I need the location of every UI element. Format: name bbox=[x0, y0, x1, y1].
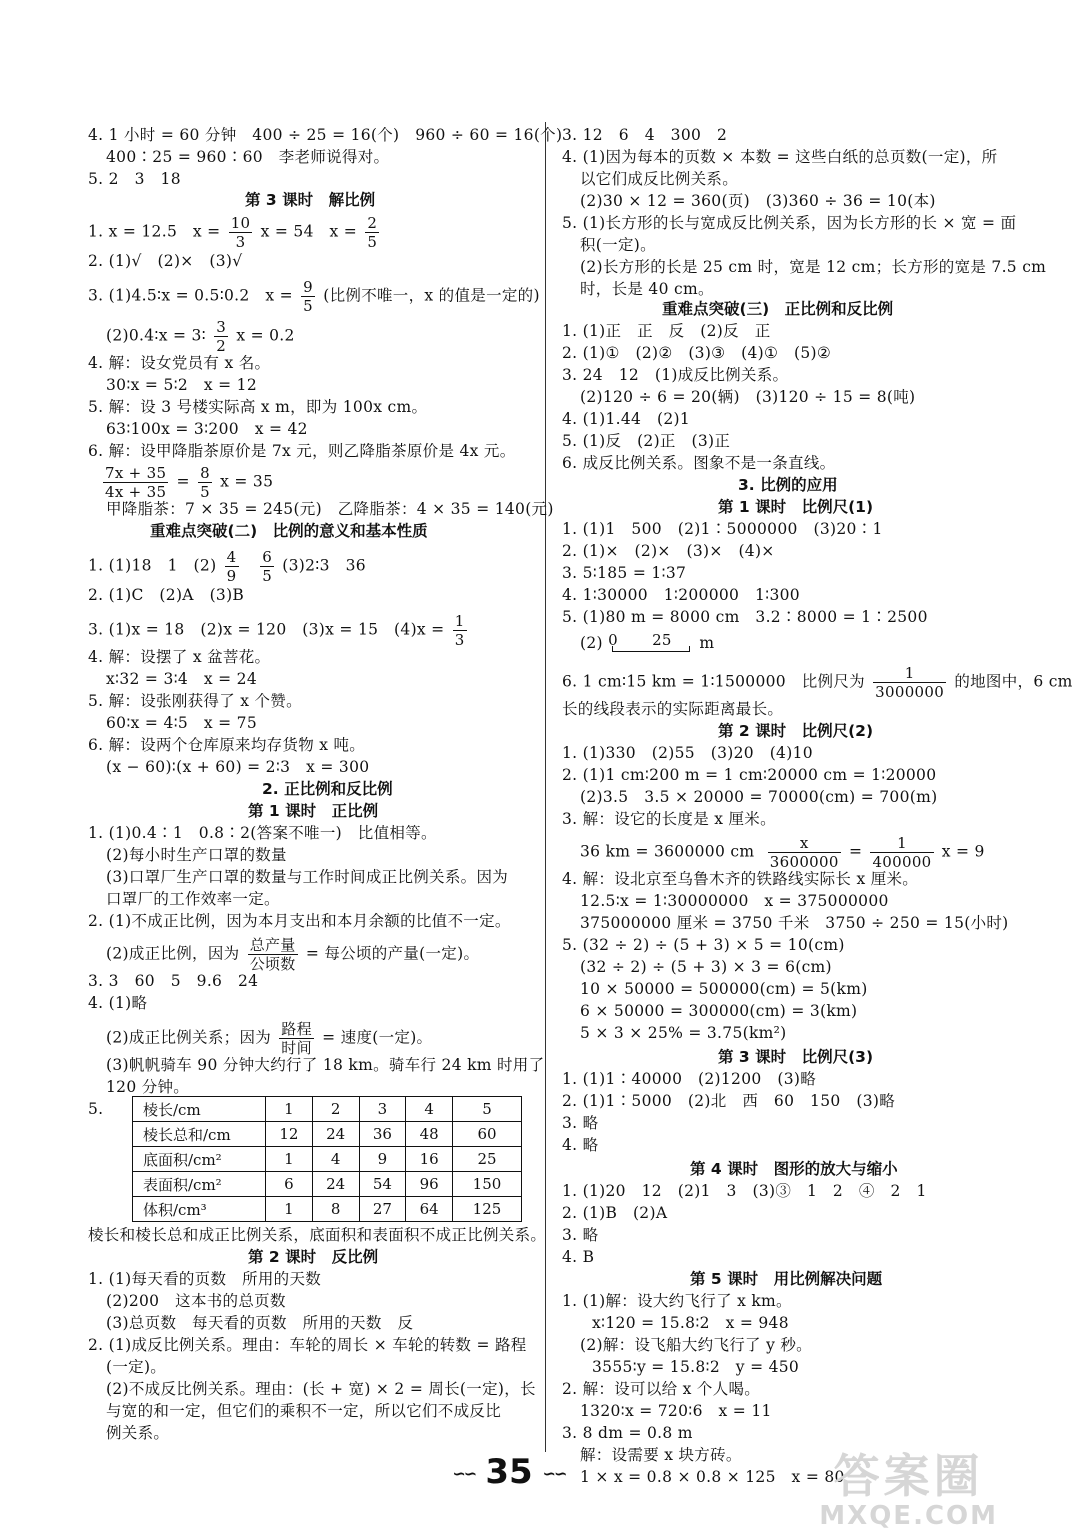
section-heading: 重难点突破(三) 正比例和反比例 bbox=[662, 300, 894, 318]
text-line: 3. 24 12 (1)成反比例关系。 bbox=[562, 366, 789, 384]
table-cell: 8 bbox=[312, 1197, 359, 1222]
text-line: (2) 0 25 m bbox=[580, 632, 714, 655]
table-cell: 96 bbox=[406, 1172, 453, 1197]
ornament-icon: ∽∽ bbox=[542, 1463, 566, 1483]
text-line: 375000000 厘米 = 3750 千米 3750 ÷ 250 = 15(小时) bbox=[580, 914, 1009, 932]
text-line: 4. 解：设摆了 x 盆菩花。 bbox=[88, 648, 271, 666]
text-line: 1. (1)1∶40000 (2)1200 (3)略 bbox=[562, 1070, 816, 1088]
table-row bbox=[133, 1122, 522, 1147]
fraction: $\frac{1}{3000000}$ bbox=[875, 664, 945, 701]
column-divider bbox=[545, 122, 546, 1452]
fraction: $\frac{1}{3}$ bbox=[454, 612, 465, 649]
text-line: 1. (1)18 1 (2) $\frac{4}{9}$ $\frac{6}{5}$ (3)2∶3 36 bbox=[88, 548, 366, 585]
table-cell: 16 bbox=[406, 1147, 453, 1172]
text-line: 2. (1)B (2)A bbox=[562, 1204, 668, 1222]
text-line: 60∶x = 4∶5 x = 75 bbox=[106, 714, 258, 732]
text-line: 1. (1)20 12 (2)1 3 (3)③ 1 2 ④ 2 1 bbox=[562, 1182, 927, 1200]
text-line: 与宽的和一定，但它们的乘积不一定，所以它们不成反比 bbox=[106, 1402, 502, 1420]
text-line: 400∶25 = 960∶60 李老师说得对。 bbox=[106, 148, 390, 166]
text-line: 2. (1)成反比例关系。理由：车轮的周长 × 车轮的转数 = 路程 bbox=[88, 1336, 527, 1354]
text-line: 4. 略 bbox=[562, 1136, 599, 1154]
text-line: (2)不成反比例关系。理由：(长 + 宽) × 2 = 周长(一定)，长 bbox=[106, 1380, 536, 1398]
text-line: 30∶x = 5∶2 x = 12 bbox=[106, 376, 258, 394]
table-cell: 27 bbox=[359, 1197, 406, 1222]
text-line: (2)0.4∶x = 3∶ $\frac{3}{2}$ x = 0.2 bbox=[106, 318, 295, 355]
text-line: (3)口罩厂生产口罩的数量与工作时间成正比例关系。因为 bbox=[106, 868, 509, 886]
text-line: 2. (1)C (2)A (3)B bbox=[88, 586, 245, 604]
text-line: 5. (1)反 (2)正 (3)正 bbox=[562, 432, 731, 450]
section-heading: 3. 比例的应用 bbox=[738, 476, 838, 494]
text-line: 例关系。 bbox=[106, 1424, 170, 1442]
fraction: $\frac{2}{5}$ bbox=[367, 214, 378, 251]
section-heading: 第 3 课时 比例尺(3) bbox=[718, 1048, 874, 1066]
table-header-cell: 表面积/cm² bbox=[133, 1172, 266, 1197]
section-heading: 第 1 课时 正比例 bbox=[248, 802, 379, 820]
table-row bbox=[133, 1197, 522, 1222]
table-cell: 24 bbox=[312, 1122, 359, 1147]
fraction: $\frac{x}{3600000}$ bbox=[769, 834, 839, 871]
text-line: (2)30 × 12 = 360(页) (3)360 ÷ 36 = 10(本) bbox=[580, 192, 936, 210]
text-line: 120 分钟。 bbox=[106, 1078, 190, 1096]
text-line: 5. (32 ÷ 2) ÷ (5 + 3) × 5 = 10(cm) bbox=[562, 936, 845, 954]
table-cell: 1 bbox=[266, 1097, 313, 1122]
table-cell: 24 bbox=[312, 1172, 359, 1197]
text-line: 5. (1)80 m = 8000 cm 3.2∶8000 = 1∶2500 bbox=[562, 608, 928, 626]
text-line: 时，长是 40 cm。 bbox=[580, 280, 714, 298]
section-heading: 第 2 课时 反比例 bbox=[248, 1248, 379, 1266]
text-line: 5. bbox=[88, 1100, 104, 1118]
text-line: 2. (1)× (2)× (3)× (4)× bbox=[562, 542, 775, 560]
text-line: 5 × 3 × 25% = 3.75(km²) bbox=[580, 1024, 787, 1042]
text-line: (2)成正比例，因为 $\frac{\text{总产量}}{\text{公顷数}}$ = 每公顷的产量(一定)。 bbox=[106, 936, 480, 973]
fraction: $\frac{9}{5}$ bbox=[303, 278, 314, 315]
text-line: 5. 解：设张刚获得了 x 个赞。 bbox=[88, 692, 302, 710]
text-line: 棱长和棱长总和成正比例关系，底面积和表面积不成正比例关系。 bbox=[88, 1226, 547, 1244]
text-line: 4. B bbox=[562, 1248, 595, 1266]
text-line: 2. (1)√ (2)× (3)√ bbox=[88, 252, 243, 270]
text-line: 3. (1)4.5∶x = 0.5∶0.2 x = $\frac{9}{5}$ (比例不唯一，x 的值是一定的) bbox=[88, 278, 540, 315]
table-cell: 25 bbox=[453, 1147, 522, 1172]
table-cell: 64 bbox=[406, 1197, 453, 1222]
text-line: 4. 解：设女党员有 x 名。 bbox=[88, 354, 271, 372]
text-line: (2)200 这本书的总页数 bbox=[106, 1292, 286, 1310]
text-line: 6. 成反比例关系。图象不是一条直线。 bbox=[562, 454, 836, 472]
text-line: 6. 1 cm∶15 km = 1∶1500000 比例尺为 $\frac{1}{3000000}$ 的地图中，6 cm bbox=[562, 664, 1073, 701]
table-cell: 9 bbox=[359, 1147, 406, 1172]
text-line: 6. 解：设两个仓库原来均存货物 x 吨。 bbox=[88, 736, 366, 754]
table-header-cell: 体积/cm³ bbox=[133, 1197, 266, 1222]
text-line: 口罩厂的工作效率一定。 bbox=[106, 890, 280, 908]
table-cell: 54 bbox=[359, 1172, 406, 1197]
ornament-icon: ∽∽ bbox=[452, 1463, 476, 1483]
text-line: 63∶100x = 3∶200 x = 42 bbox=[106, 420, 308, 438]
text-line: 3. 8 dm = 0.8 m bbox=[562, 1424, 693, 1442]
text-line: 甲降脂茶：7 × 35 = 245(元) 乙降脂茶：4 × 35 = 140(元) bbox=[106, 500, 554, 518]
text-line: 1 × x = 0.8 × 0.8 × 125 x = 80 bbox=[580, 1468, 845, 1486]
text-line: 3555∶y = 15.8∶2 y = 450 bbox=[592, 1358, 800, 1376]
text-line: 36 km = 3600000 cm $\frac{x}{3600000}$ = $\frac{1}{400000}$ x = 9 bbox=[580, 834, 985, 871]
table-cell: 4 bbox=[406, 1097, 453, 1122]
text-line: 1. (1)0.4∶1 0.8∶2(答案不唯一) 比值相等。 bbox=[88, 824, 437, 842]
section-heading: 第 4 课时 图形的放大与缩小 bbox=[690, 1160, 898, 1178]
fraction: $\frac{1}{400000}$ bbox=[872, 834, 932, 871]
text-line: (2)长方形的长是 25 cm 时，宽是 12 cm；长方形的宽是 7.5 cm bbox=[580, 258, 1047, 276]
section-heading: 第 5 课时 用比例解决问题 bbox=[690, 1270, 883, 1288]
table-cell: 150 bbox=[453, 1172, 522, 1197]
table-cell: 12 bbox=[266, 1122, 313, 1147]
text-line: (一定)。 bbox=[106, 1358, 167, 1376]
fraction: $\frac{3}{2}$ bbox=[216, 318, 227, 355]
text-line: 4. 1∶30000 1∶200000 1∶300 bbox=[562, 586, 800, 604]
text-line: 2. 解：设可以给 x 个人喝。 bbox=[562, 1380, 761, 1398]
text-line: (2)3.5 3.5 × 20000 = 70000(cm) = 700(m) bbox=[580, 788, 938, 806]
table-cell: 1 bbox=[266, 1197, 313, 1222]
table-cell: 125 bbox=[453, 1197, 522, 1222]
text-line: (x − 60)∶(x + 60) = 2∶3 x = 300 bbox=[106, 758, 370, 776]
text-line: 10 × 50000 = 500000(cm) = 5(km) bbox=[580, 980, 868, 998]
text-line: 6 × 50000 = 300000(cm) = 3(km) bbox=[580, 1002, 858, 1020]
text-line: 1. (1)正 正 反 (2)反 正 bbox=[562, 322, 771, 340]
page-number: ∽∽ 35 ∽∽ bbox=[452, 1452, 566, 1492]
section-heading: 第 2 课时 比例尺(2) bbox=[718, 722, 874, 740]
fraction: $\frac{\text{总产量}}{\text{公顷数}}$ bbox=[249, 936, 296, 973]
text-line: 3. 5∶185 = 1∶37 bbox=[562, 564, 687, 582]
text-line: 3. 略 bbox=[562, 1226, 599, 1244]
text-line: 以它们成反比例关系。 bbox=[580, 170, 739, 188]
text-line: 1. (1)330 (2)55 (3)20 (4)10 bbox=[562, 744, 813, 762]
text-line: 3. 略 bbox=[562, 1114, 599, 1132]
table-header-cell: 底面积/cm² bbox=[133, 1147, 266, 1172]
text-line: 2. (1)① (2)② (3)③ (4)① (5)② bbox=[562, 344, 832, 362]
text-line: (2)120 ÷ 6 = 20(辆) (3)120 ÷ 15 = 8(吨) bbox=[580, 388, 916, 406]
text-line: 5. (1)长方形的长与宽成反比例关系，因为长方形的长 × 宽 = 面 bbox=[562, 214, 1017, 232]
text-line: 2. (1)1 cm∶200 m = 1 cm∶20000 cm = 1∶20000 bbox=[562, 766, 937, 784]
text-line: (2)成正比例关系；因为 $\frac{\text{路程}}{\text{时间}}$ = 速度(一定)。 bbox=[106, 1020, 433, 1057]
table-cell: 1 bbox=[266, 1147, 313, 1172]
text-line: 3. 12 6 4 300 2 bbox=[562, 126, 728, 144]
watermark: 答案圈 MXQE.COM bbox=[819, 1449, 998, 1531]
text-line: x∶120 = 15.8∶2 x = 948 bbox=[592, 1314, 789, 1332]
text-line: 4. (1)略 bbox=[88, 994, 148, 1012]
table-cell: 60 bbox=[453, 1122, 522, 1147]
text-line: 3. 解：设它的长度是 x 厘米。 bbox=[562, 810, 776, 828]
text-line: x∶32 = 3∶4 x = 24 bbox=[106, 670, 258, 688]
text-line: 解：设需要 x 块方砖。 bbox=[580, 1446, 742, 1464]
text-line: (2)每小时生产口罩的数量 bbox=[106, 846, 287, 864]
table-row bbox=[133, 1097, 522, 1122]
section-heading: 重难点突破(二) 比例的意义和基本性质 bbox=[150, 522, 428, 540]
table-row bbox=[133, 1172, 522, 1197]
text-line: 2. (1)不成正比例，因为本月支出和本月余额的比值不一定。 bbox=[88, 912, 511, 930]
table-row bbox=[133, 1147, 522, 1172]
text-line: 6. 解：设甲降脂茶原价是 7x 元，则乙降脂茶原价是 4x 元。 bbox=[88, 442, 516, 460]
fraction: $\frac{\text{路程}}{\text{时间}}$ bbox=[281, 1020, 312, 1057]
text-line: 4. 1 小时 = 60 分钟 400 ÷ 25 = 16(个) 960 ÷ 60 = 16(个) bbox=[88, 126, 563, 144]
table-cell: 6 bbox=[266, 1172, 313, 1197]
table-cell: 2 bbox=[312, 1097, 359, 1122]
text-line: 5. 解：设 3 号楼实际高 x m，即为 100x cm。 bbox=[88, 398, 428, 416]
text-line: 长的线段表示的实际距离最长。 bbox=[562, 700, 784, 718]
text-line: (3)总页数 每天看的页数 所用的天数 反 bbox=[106, 1314, 414, 1332]
text-line: 1. (1)解：设大约飞行了 x km。 bbox=[562, 1292, 792, 1310]
table-header-cell: 棱长/cm bbox=[133, 1097, 266, 1122]
text-line: 4. 解：设北京至乌鲁木齐的铁路线实际长 x 厘米。 bbox=[562, 870, 919, 888]
text-line: 12.5∶x = 1∶30000000 x = 375000000 bbox=[580, 892, 889, 910]
text-line: (3)帆帆骑车 90 分钟大约行了 18 km。骑车行 24 km 时用了 bbox=[106, 1056, 545, 1074]
text-line: 1. (1)1 500 (2)1∶5000000 (3)20∶1 bbox=[562, 520, 883, 538]
table-cell: 3 bbox=[359, 1097, 406, 1122]
text-line: 1320∶x = 720∶6 x = 11 bbox=[580, 1402, 772, 1420]
table-cell: 36 bbox=[359, 1122, 406, 1147]
text-line: 3. (1)x = 18 (2)x = 120 (3)x = 15 (4)x = $\frac{1}{3}$ bbox=[88, 612, 465, 649]
text-line: 2. (1)1∶5000 (2)北 西 60 150 (3)略 bbox=[562, 1092, 895, 1110]
text-line: 3. 3 60 5 9.6 24 bbox=[88, 972, 259, 990]
text-line: 4. (1)1.44 (2)1 bbox=[562, 410, 691, 428]
text-line: (32 ÷ 2) ÷ (5 + 3) × 3 = 6(cm) bbox=[580, 958, 832, 976]
fraction: $\frac{8}{5}$ bbox=[200, 464, 210, 501]
text-line: 4. (1)因为每本的页数 × 本数 = 这些白纸的总页数(一定)，所 bbox=[562, 148, 998, 166]
table-header-cell: 棱长总和/cm bbox=[133, 1122, 266, 1147]
cube-data-table bbox=[132, 1096, 522, 1222]
text-line: 1. x = 12.5 x = $\frac{10}{3}$ x = 54 x = $\frac{2}{5}$ bbox=[88, 214, 378, 251]
fraction: $\frac{10}{3}$ bbox=[230, 214, 251, 251]
fraction: $\frac{4}{9}$ bbox=[226, 548, 237, 585]
table-cell: 5 bbox=[453, 1097, 522, 1122]
table-cell: 4 bbox=[312, 1147, 359, 1172]
scale-bar-drawing: 0 25 bbox=[608, 633, 694, 655]
text-line: (2)解：设飞船大约飞行了 y 秒。 bbox=[580, 1336, 812, 1354]
fraction: $\frac{7x + 35}{4x + 35}$ bbox=[105, 464, 167, 501]
text-line: 1. (1)每天看的页数 所用的天数 bbox=[88, 1270, 322, 1288]
table-cell: 48 bbox=[406, 1122, 453, 1147]
text-line: 5. 2 3 18 bbox=[88, 170, 181, 188]
text-line: $\frac{7x + 35}{4x + 35}$ = $\frac{8}{5}$ x = 35 bbox=[105, 464, 274, 501]
text-line: 积(一定)。 bbox=[580, 236, 656, 254]
section-heading: 2. 正比例和反比例 bbox=[262, 780, 393, 798]
fraction: $\frac{6}{5}$ bbox=[262, 548, 273, 585]
section-heading: 第 1 课时 比例尺(1) bbox=[718, 498, 874, 516]
section-heading: 第 3 课时 解比例 bbox=[245, 191, 376, 209]
